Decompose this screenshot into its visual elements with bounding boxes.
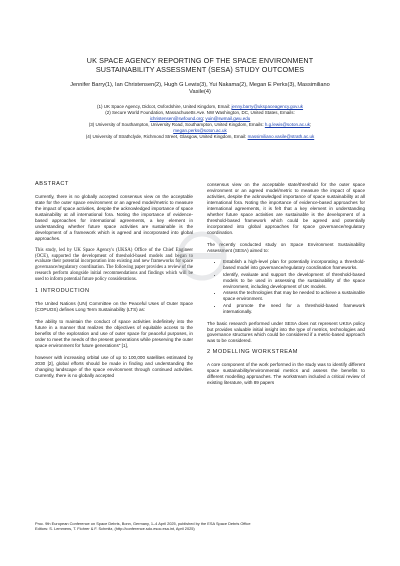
body-paragraph: The recently conducted study on Space Environment Sustainability Assessment (SESA) aimed to: (207, 241, 365, 253)
email-link[interactable]: jenny.barry@ukspaceagency.gov.uk (231, 104, 304, 109)
conference-logo-watermark (175, 229, 229, 283)
footer-line-1: Proc. 9th European Conference on Space Debris, Bonn, Germany, 1–4 April 2025, published by the ESA Space Debris Office (35, 521, 251, 526)
lts-definition-quote: "the ability to maintain the conduct of space activities indefinitely into the future in a manner that realizes the objectives of equitable access to the benefits of the exploration and use of outer space for peaceful purposes, in order to meet the needs of the present generations while preserving the outer space environment for future generations" [1], (35, 319, 193, 348)
abstract-paragraph: This study, led by UK Space Agency's (UKSA) Office of the Chief Engineer (OCE), supported the development of threshold-based models and began to evaluate their potential incorporation into existing and new frameworks for space governance/regulatory coordination. The following paper provides a review of the research perform alongside initial recommendations and findings which will be used to inform potential future policy considerations. (35, 247, 193, 283)
modelling-workstream-heading: 2 MODELLING WORKSTREAM (207, 349, 298, 356)
abstract-paragraph: Currently, there is no globally accepted consensus view on the acceptable state for the outer space environment or an agreed model/metric to measure the impact of space activities, despite the acknowledged importance of space sustainability at all international fora. Noting the importance of evidence-based approaches for international agreements, a key element in understanding whether future space activities are sustainable is the development of a framework which is agreed and incorporated into global approaches. (35, 193, 193, 241)
email-separator: ; (309, 121, 312, 127)
affiliation-4-text: (4) University of Strathclyde, Richmond Street, Glasgow, United Kingdom, Email: (85, 133, 248, 139)
body-paragraph: The basic research performed under SESA does not represent UKSA policy but provides valuable initial insight into the type of metrics, technologies and governance structures which could be considered if a metric-based approach was to be considered. (207, 320, 365, 344)
intro-paragraph: The United Nations (UN) Committee on the Peaceful Uses of Outer Space (COPUOS) defines Long Term Sustainability (LTS) as: (35, 301, 193, 313)
list-item: • Assess the technologies that may be needed to achieve a sustainable space environment. (223, 290, 365, 302)
affiliation-3-text: (3) University of Southampton, University Road, Southampton, United Kingdom, Emails: (88, 121, 265, 127)
paper-title (40, 56, 360, 74)
email-link[interactable]: ichristensen@swfound.org (149, 115, 203, 121)
email-link[interactable]: yuin@swmail.gwu.edu (205, 115, 251, 121)
footer-line-2: Editors: S. Lemmens, T. Flohrer & F. Schmitz, (http://conference.sdo.esoc.esa.int, April 2025) (35, 526, 195, 532)
authors-line-2: Vasile(4) (189, 89, 211, 95)
intro-paragraph: however with increasing orbital use of up to 100,000 satellites estimated by 2030 [2], global efforts should be made in finding and understanding the changing landscape of the space environment through continued activities. Currently, there is no globally accepted (35, 354, 193, 378)
body-paragraph: consensus view on the acceptable state/threshold for the outer space environment or an agreed model/metric to measure the impact of space activities, despite the acknowledged importance of space sustainability at all international fora. Noting the importance of evidence-based approaches for international agreements, it is felt that a key element in understanding whether future space activities are sustainable is the development of a threshold-based framework which could be agreed and potentially incorporated into global approaches for space governance/regulatory coordination. (207, 182, 365, 235)
email-link[interactable]: massimiliano.vasile@strath.ac.uk (247, 133, 315, 139)
page-footer (35, 521, 365, 532)
title-line-2: SUSTAINABILITY ASSESSMENT (SESA) STUDY OUTCOMES (95, 65, 305, 74)
body-paragraph: A core component of the work performed in the study was to identify different space sustainability/environmental metrics and assess the benefits to different modelling approaches. The workstream included a critical review of existing literature, with 89 papers (207, 362, 365, 386)
introduction-heading: 1 INTRODUCTION (35, 288, 90, 295)
affiliation-4 (34, 134, 366, 140)
author-list (30, 82, 370, 96)
sesa-aims-list (207, 259, 365, 314)
list-item: • Establish a high-level plan for potentially incorporating a threshold-based model into governance/regulatory coordination frameworks. (223, 259, 365, 271)
title-line-1: UK SPACE AGENCY REPORTING OF THE SPACE ENVIRONMENT (86, 56, 314, 65)
email-separator: ; (202, 115, 206, 121)
affiliation-1-text: (1) UK Space Agency, Didcot, Oxfordshire, United Kingdom, Email: (96, 104, 232, 109)
email-link[interactable]: h.g.lewis@soton.ac.uk (264, 121, 310, 127)
list-item: • And promote the need for a threshold-based framework internationally. (223, 303, 365, 315)
right-column (207, 182, 365, 392)
affiliations (34, 104, 366, 139)
authors-line-1: Jennifer Barry(1), Ian Christensen(2), Hugh G Lewis(3), Yui Nakama(2), Megan E Perks(3), Massimiliano (70, 82, 330, 88)
abstract-heading: ABSTRACT (35, 181, 69, 187)
email-link[interactable]: megan.perks@soton.ac.uk (173, 127, 227, 133)
left-column (35, 182, 193, 385)
affiliation-2: (2) Secure World Foundation, Massachusetts Ave. NW Washington, DC, United States, Emails: (105, 109, 295, 115)
list-item: • Identify, evaluate and support the development of threshold-based models to be used in assessing the sustainability of the space environment, including development of UK models. (223, 272, 365, 290)
watermark-bar (180, 253, 224, 259)
